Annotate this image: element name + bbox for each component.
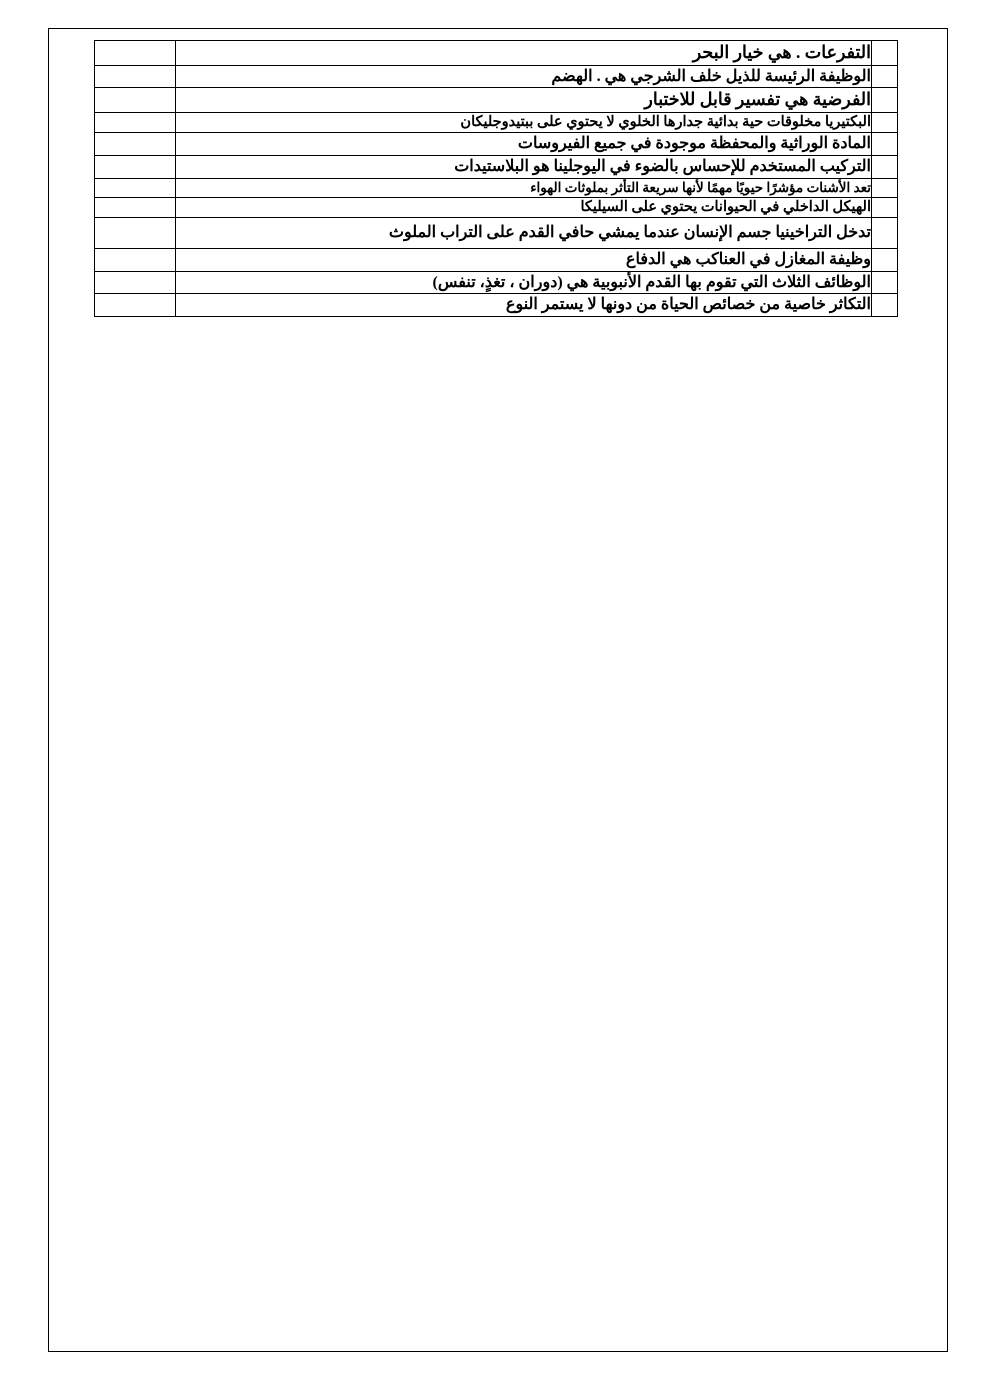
- question-cell: [176, 178, 872, 197]
- table-row: [95, 88, 898, 113]
- question-cell: [176, 156, 872, 179]
- answer-cell: [95, 88, 176, 113]
- question-text: وظيفة المغازل في العناكب هي الدفاع: [625, 250, 871, 268]
- question-text: تدخل التراخينيا جسم الإنسان عندما يمشي حافي القدم على التراب الملوث: [388, 224, 871, 242]
- row-marker-cell: [872, 133, 898, 156]
- table-row: [95, 156, 898, 179]
- question-cell: [176, 65, 872, 88]
- table-row: [95, 112, 898, 133]
- questions-table: [94, 40, 898, 317]
- table-row: [95, 218, 898, 249]
- row-marker-cell: [872, 197, 898, 218]
- answer-cell: [95, 197, 176, 218]
- question-text: التفرعات . هي خيار البحر: [692, 42, 871, 62]
- question-cell: [176, 218, 872, 249]
- question-text: الوظائف الثلاث التي تقوم بها القدم الأنبوبية هي (دوران ، تغذٍ، تنفس): [432, 273, 871, 291]
- row-marker-cell: [872, 112, 898, 133]
- questions-table-container: [98, 40, 898, 317]
- table-row: [95, 41, 898, 66]
- answer-cell: [95, 112, 176, 133]
- answer-cell: [95, 156, 176, 179]
- question-cell: [176, 271, 872, 294]
- question-text: الفرضية هي تفسير قابل للاختبار: [644, 89, 871, 110]
- row-marker-cell: [872, 41, 898, 66]
- table-row: [95, 65, 898, 88]
- question-cell: [176, 248, 872, 271]
- row-marker-cell: [872, 271, 898, 294]
- question-cell: [176, 88, 872, 113]
- answer-cell: [95, 178, 176, 197]
- answer-cell: [95, 41, 176, 66]
- row-marker-cell: [872, 88, 898, 113]
- question-text: البكتيريا مخلوقات حية بدائية جدارها الخلوي لا يحتوي على ببتيدوجليكان: [460, 113, 871, 130]
- question-text: التكاثر خاصية من خصائص الحياة من دونها لا يستمر النوع: [505, 296, 871, 314]
- row-marker-cell: [872, 218, 898, 249]
- question-cell: [176, 112, 872, 133]
- answer-cell: [95, 271, 176, 294]
- answer-cell: [95, 133, 176, 156]
- row-marker-cell: [872, 156, 898, 179]
- question-text: التركيب المستخدم للإحساس بالضوء في اليوجلينا هو البلاستيدات: [454, 158, 871, 175]
- question-cell: [176, 294, 872, 317]
- table-row: [95, 248, 898, 271]
- row-marker-cell: [872, 294, 898, 317]
- question-cell: [176, 133, 872, 156]
- answer-cell: [95, 294, 176, 317]
- table-row: [95, 271, 898, 294]
- table-row: [95, 197, 898, 218]
- answer-cell: [95, 218, 176, 249]
- question-text: الوظيفة الرئيسة للذيل خلف الشرجي هي . الهضم: [551, 67, 871, 85]
- table-row: [95, 133, 898, 156]
- question-text: تعد الأشنات مؤشرًا حيويًا مهمًا لأنها سريعة التأثر بملوثات الهواء: [530, 179, 871, 195]
- table-row: [95, 294, 898, 317]
- row-marker-cell: [872, 178, 898, 197]
- question-text: المادة الوراثية والمحفظة موجودة في جميع الفيروسات: [517, 135, 871, 153]
- answer-cell: [95, 248, 176, 271]
- questions-table-body: [95, 41, 898, 317]
- row-marker-cell: [872, 248, 898, 271]
- answer-cell: [95, 65, 176, 88]
- row-marker-cell: [872, 65, 898, 88]
- table-row: [95, 178, 898, 197]
- question-cell: [176, 197, 872, 218]
- question-text: الهيكل الداخلي في الحيوانات يحتوي على السيليكا: [580, 198, 871, 215]
- question-cell: [176, 41, 872, 66]
